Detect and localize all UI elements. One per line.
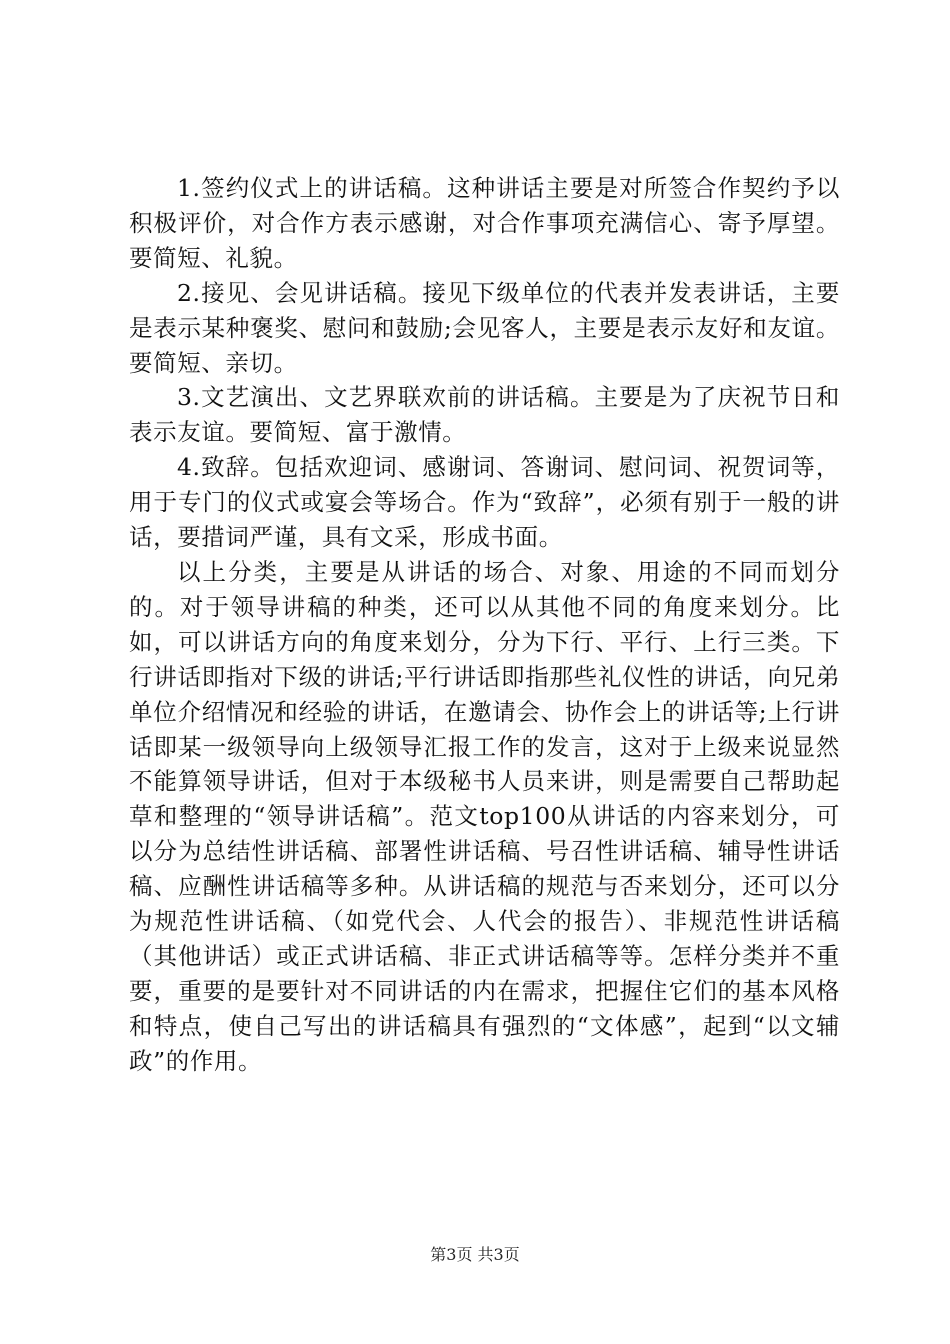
paragraph-reception: 2.接见、会见讲话稿。接见下级单位的代表并发表讲话，主要是表示某种褒奖、慰问和鼓励;会见客人，主要是表示友好和友谊。要简短、亲切。: [129, 278, 840, 377]
paragraph-address: 4.致辞。包括欢迎词、感谢词、答谢词、慰问词、祝贺词等，用于专门的仪式或宴会等场合。作为“致辞”，必须有别于一般的讲话，要措词严谨，具有文采，形成书面。: [129, 453, 840, 552]
paragraph-performance: 3.文艺演出、文艺界联欢前的讲话稿。主要是为了庆祝节日和表示友谊。要简短、富于激情。: [129, 383, 840, 447]
paragraph-signing-ceremony: 1.签约仪式上的讲话稿。这种讲话主要是对所签合作契约予以积极评价，对合作方表示感谢，对合作事项充满信心、寄予厚望。要简短、礼貌。: [129, 174, 840, 272]
page-number-footer: 第3页 共3页: [430, 1245, 520, 1264]
document-body: [129, 171, 840, 1079]
paragraph-classification-summary: 以上分类，主要是从讲话的场合、对象、用途的不同而划分的。对于领导讲稿的种类，还可以从其他不同的角度来划分。比如，可以讲话方向的角度来划分，分为下行、平行、上行三类。下行讲话即指对下级的讲话;平行讲话即指那些礼仪性的讲话，向兄弟单位介绍情况和经验的讲话，在邀请会、协作会上的讲话等;上行讲话即某一级领导向上级领导汇报工作的发言，这对于上级来说显然不能算领导讲话，但对于本级秘书人员来讲，则是需要自己帮助起草和整理的“领导讲话稿”。范文top100从讲话的内容来划分，可以分为总结性讲话稿、部署性讲话稿、号召性讲话稿、辅导性讲话稿、应酬性讲话稿等多种。从讲话稿的规范与否来划分，还可以分为规范性讲话稿、（如党代会、人代会的报告）、非规范性讲话稿（其他讲话）或正式讲话稿、非正式讲话稿等等。怎样分类并不重要，重要的是要针对不同讲话的内在需求，把握住它们的基本风格和特点，使自己写出的讲话稿具有强烈的“文体感”，起到“以文辅政”的作用。: [129, 557, 840, 1075]
